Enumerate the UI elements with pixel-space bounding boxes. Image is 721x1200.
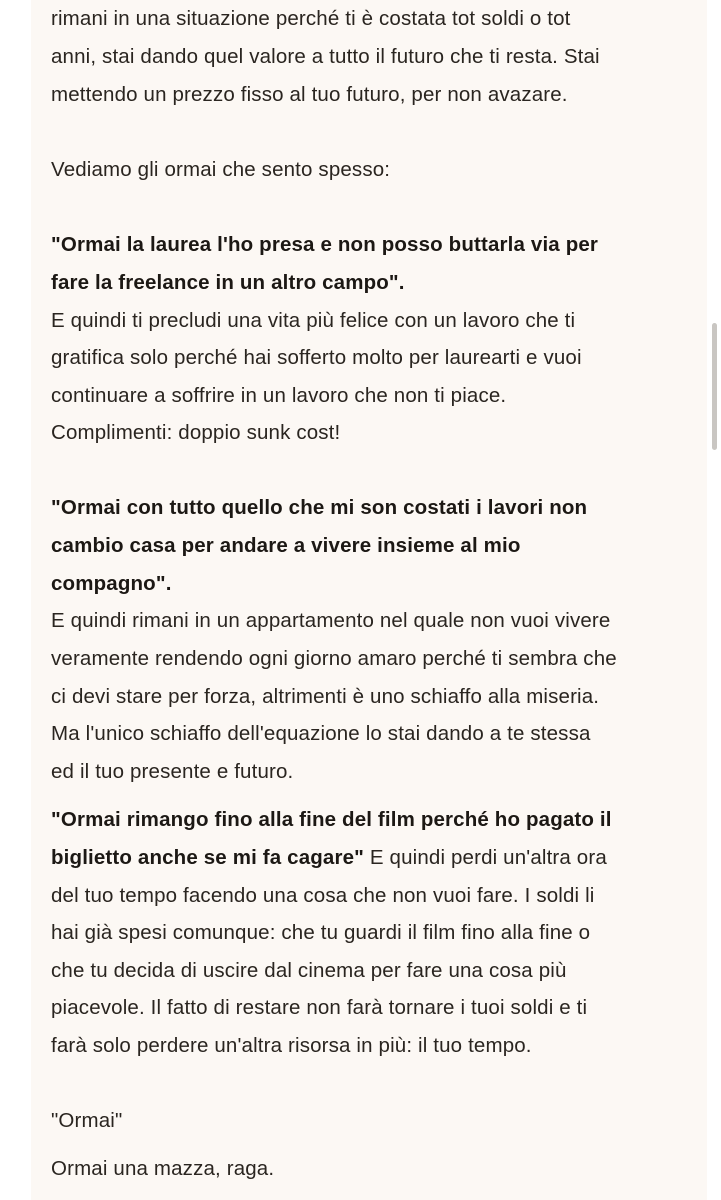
text-line: del tuo tempo facendo una cosa che non vuoi fare. I soldi li [51,884,595,907]
text-line: hai già spesi comunque: che tu guardi il film fino alla fine o [51,921,591,944]
text-line: Vediamo gli ormai che sento spesso: [51,158,391,181]
text-line: piacevole. Il fatto di restare non farà tornare i tuoi soldi e ti [51,996,588,1019]
text-line: "Ormai" [51,1109,123,1132]
text-line: continuare a soffrire in un lavoro che non ti piace. [51,384,507,407]
quote-line: biglietto anche se mi fa cagare" [51,846,365,869]
text-line: ci devi stare per forza, altrimenti è uno schiaffo alla miseria. [51,685,600,708]
quote-line: cambio casa per andare a vivere insieme al mio [51,534,521,557]
scrollbar[interactable] [712,323,717,450]
text-line: che tu decida di uscire dal cinema per fare una cosa più [51,959,567,982]
text-line: gratifica solo perché hai sofferto molto per laurearti e vuoi [51,346,582,369]
text-line: E quindi ti precludi una vita più felice con un lavoro che ti [51,309,576,332]
text-line: Ormai una mazza, raga. [51,1157,275,1180]
text-line: E quindi perdi un'altra ora [364,846,607,869]
quote-line: "Ormai rimango fino alla fine del film perché ho pagato il [51,808,612,831]
article-body [31,0,707,1200]
text-line: E quindi rimani in un appartamento nel quale non vuoi vivere [51,609,611,632]
quote-line: "Ormai con tutto quello che mi son costati i lavori non [51,496,588,519]
text-line: veramente rendendo ogni giorno amaro perché ti sembra che [51,647,617,670]
text-line: rimani in una situazione perché ti è costata tot soldi o tot [51,7,571,30]
quote-line: "Ormai la laurea l'ho presa e non posso buttarla via per [51,233,599,256]
text-line: Ma l'unico schiaffo dell'equazione lo stai dando a te stessa [51,722,591,745]
text-line: mettendo un prezzo fisso al tuo futuro, per non avazare. [51,83,568,106]
text-line: farà solo perdere un'altra risorsa in più: il tuo tempo. [51,1034,532,1057]
quote-line: fare la freelance in un altro campo". [51,271,405,294]
mixed-line [51,839,607,877]
text-line: anni, stai dando quel valore a tutto il futuro che ti resta. Stai [51,45,600,68]
text-line: ed il tuo presente e futuro. [51,760,294,783]
text-line: Complimenti: doppio sunk cost! [51,421,341,444]
quote-line: compagno". [51,572,172,595]
